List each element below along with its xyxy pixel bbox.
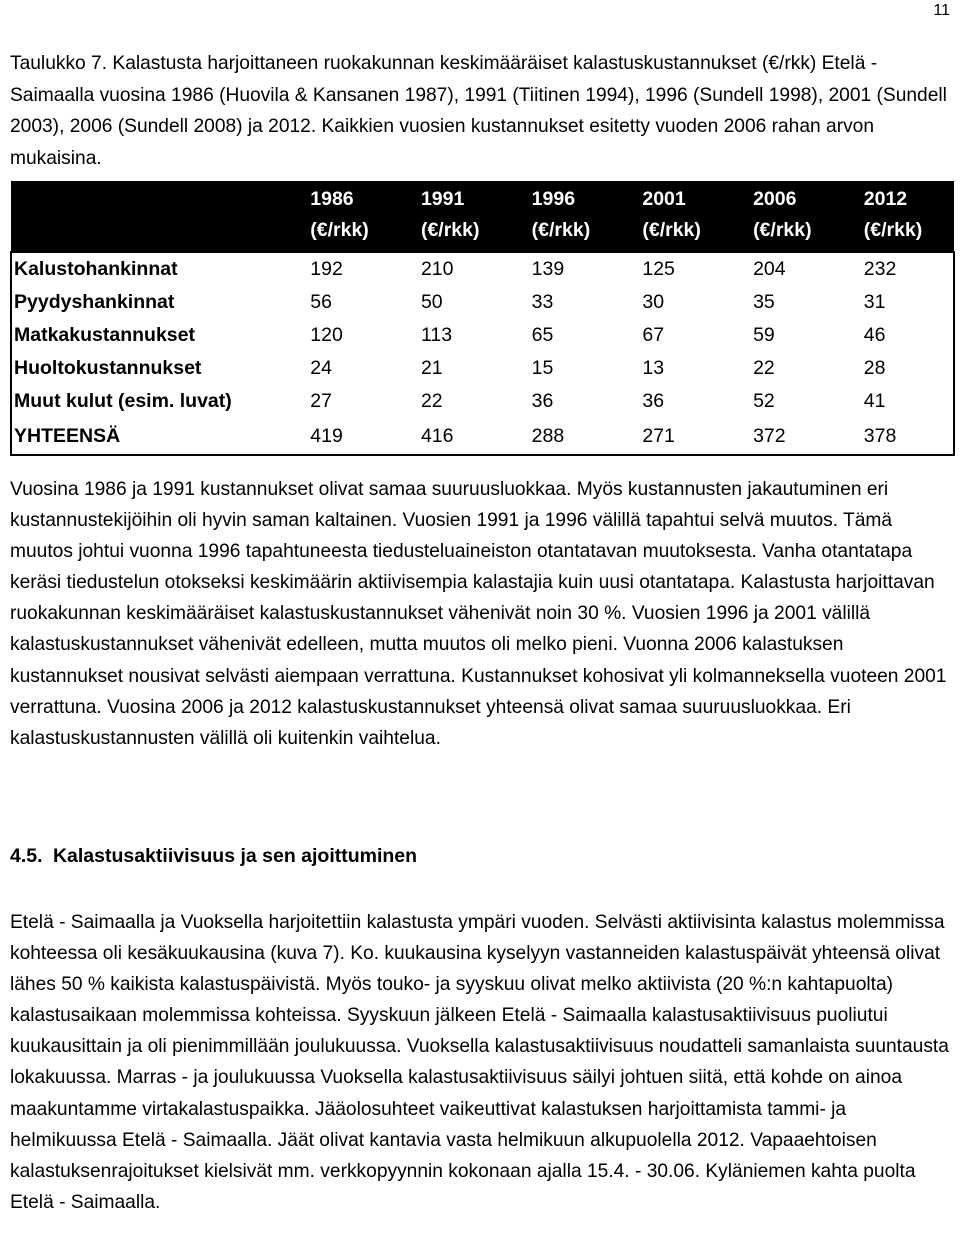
page-number: 11 [933,2,950,19]
table-row [11,385,954,418]
table-caption: Taulukko 7. Kalastusta harjoittaneen ruokakunnan keskimääräiset kalastuskustannukset (€/rkk) Etelä - Saimaalla vuosina 1986 (Huovila & Kansanen 1987), 1991 (Tiitinen 1994), 1996 (Sundell 1998), 2001 (Sundell 2003), 2006 (Sundell 2008) ja 2012. Kaikkien vuosien kustannukset esitetty vuoden 2006 rahan arvon mukaisina. [10,53,947,169]
table-cell: 15 [531,357,554,379]
column-header [751,181,862,252]
table-cell: 416 [420,424,454,447]
table-cell: 56 [310,291,332,313]
table-cell: 113 [420,324,453,346]
row-label: YHTEENSÄ [14,424,121,447]
column-unit: (€/rkk) [531,219,591,241]
column-year: 1991 [420,188,465,210]
table-cell: 271 [642,424,675,447]
section-title: Kalastusaktiivisuus ja sen ajoittuminen [52,845,418,867]
column-unit: (€/rkk) [642,219,701,241]
table-cell: 378 [863,424,897,447]
row-label: Muut kulut (esim. luvat) [14,390,232,412]
table-row [11,252,954,286]
table-row [11,319,954,352]
table-cell: 22 [753,357,775,379]
table-cell: 67 [642,324,665,346]
cost-table [10,181,955,456]
table-cell: 31 [863,291,886,313]
table-cell: 192 [310,258,343,280]
table-cell: 35 [753,291,775,313]
row-label: Huoltokustannukset [14,357,202,379]
table-cell: 210 [420,258,454,280]
table-cell: 204 [753,258,786,280]
table-cell: 288 [531,424,565,447]
column-header [640,181,751,252]
column-year: 2012 [863,188,908,210]
table-cell: 22 [420,390,443,412]
table-cell: 36 [531,390,554,412]
table-cell: 125 [642,258,675,280]
table-cell: 27 [310,390,332,412]
table-cell: 52 [753,390,775,412]
table-total-row [11,418,954,455]
table-cell: 28 [863,357,886,379]
section-heading [10,845,417,868]
section-number: 4.5. [10,845,43,867]
table-cell: 372 [753,424,786,447]
table-cell: 41 [863,390,886,412]
table-row [11,286,954,319]
column-unit: (€/rkk) [863,219,923,241]
column-unit: (€/rkk) [420,219,480,241]
column-header [419,181,530,252]
column-unit: (€/rkk) [753,219,812,241]
row-label: Matkakustannukset [14,324,195,346]
column-year: 2001 [642,188,686,210]
column-header [530,181,641,252]
row-label: Kalustohankinnat [14,258,178,280]
table-cell: 419 [310,424,343,447]
table-corner-cell [11,181,308,252]
table-cell: 46 [863,324,886,346]
table-cell: 21 [420,357,443,379]
table-cell: 30 [642,291,665,313]
paragraph-cost-discussion: Vuosina 1986 ja 1991 kustannukset olivat samaa suuruusluokkaa. Myös kustannusten jakautuminen eri kustannustekijöihin oli hyvin saman kaltainen. Vuosien 1991 ja 1996 välillä tapahtui selvä muutos. Tämä muutos johtui vuonna 1996 tapahtuneesta tiedusteluaineiston otantatavan muutoksesta. Vanha otantatapa keräsi tiedustelun otokseksi keskimäärin aktiivisempia kalastajia kuin uusi otantatapa. Kalastusta harjoittavan ruokakunnan keskimääräiset kalastuskustannukset vähenivät noin 30 %. Vuosien 1996 ja 2001 välillä kalastuskustannukset vähenivät edelleen, mutta muutos oli melko pieni. Vuonna 2006 kalastuksen kustannukset nousivat selvästi aiempaan verrattuna. Kustannukset kohosivat yli kolmanneksella vuoteen 2001 verrattuna. Vuosina 2006 ja 2012 kalastuskustannukset yhteensä olivat samaa suuruusluokkaa. Eri kalastuskustannusten välillä oli kuitenkin vaihtelua. [10,479,947,749]
table-header-row [11,181,954,252]
column-header [308,181,419,252]
table-cell: 232 [863,258,897,280]
table-cell: 50 [420,291,443,313]
table-row [11,352,954,385]
column-year: 1986 [310,188,354,210]
table-cell: 120 [310,324,343,346]
table-cell: 13 [642,357,665,379]
table-cell: 24 [310,357,332,379]
column-year: 2006 [753,188,797,210]
table-cell: 36 [642,390,665,412]
column-year: 1996 [531,188,576,210]
table-cell: 139 [531,258,565,280]
column-header [862,181,954,252]
table-cell: 33 [531,291,554,313]
paragraph-fishing-activity: Etelä - Saimaalla ja Vuoksella harjoitettiin kalastusta ympäri vuoden. Selvästi aktiivisinta kalastus molemmissa kohteessa oli kesäkuukausina (kuva 7). Ko. kuukausina kyselyyn vastanneiden kalastuspäivät yhteensä olivat lähes 50 % kaikista kalastuspäivistä. Myös touko- ja syyskuu olivat melko aktiivista (20 %:n kahtapuolta) kalastusaikaan molemmissa kohteissa. Syyskuun jälkeen Etelä - Saimaalla kalastusaktiivisuus puoliutui kuukausittain ja oli pienimmillään joulukuussa. Vuoksella kalastusaktiivisuus noudatteli samanlaista suuntausta lokakuussa. Marras - ja joulukuussa Vuoksella kalastusaktiivisuus säilyi johtuen siitä, että kohde on ainoa maakuntamme virtakalastuspaikka. Jääolosuhteet vaikeuttivat kalastuksen harjoittamista tammi- ja helmikuussa Etelä - Saimaalla. Jäät olivat kantavia vasta helmikuun alkupuolella 2012. Vapaaehtoisen kalastuksenrajoitukset kielsivät mm. verkkopyynnin kokonaan ajalla 15.4. - 30.06. Kyläniemen kahta puolta Etelä - Saimaalla. [10,912,949,1213]
table-cell: 65 [531,324,554,346]
table-cell: 59 [753,324,775,346]
column-unit: (€/rkk) [310,219,369,241]
row-label: Pyydyshankinnat [14,291,175,313]
